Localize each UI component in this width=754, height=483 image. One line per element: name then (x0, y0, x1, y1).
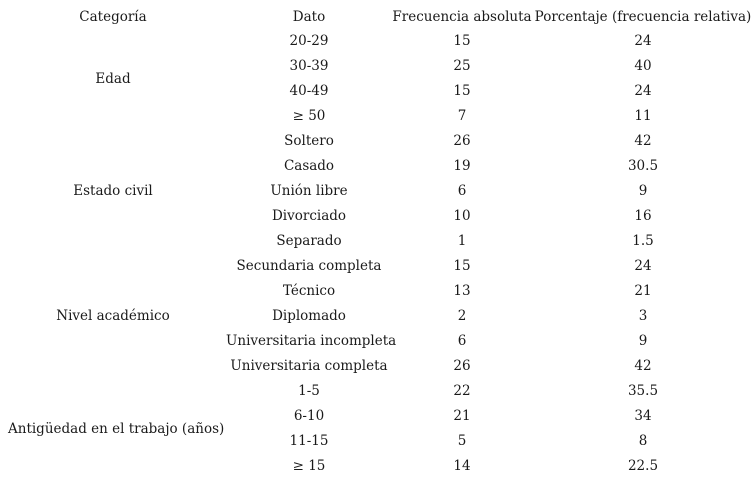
absolute-frequency-cell: 7 (457, 108, 467, 124)
relative-frequency-cell: 35.5 (627, 383, 659, 399)
absolute-frequency-cell: 6 (457, 183, 467, 199)
absolute-frequency-cell: 13 (453, 283, 471, 299)
category-cell: Nivel académico (56, 308, 170, 324)
relative-frequency-cell: 42 (634, 358, 652, 374)
relative-frequency-cell: 30.5 (627, 158, 659, 174)
data-cell: 6-10 (293, 408, 325, 424)
data-cell: ≥ 50 (292, 108, 326, 124)
data-cell: Separado (276, 233, 342, 249)
relative-frequency-cell: 24 (634, 33, 652, 49)
data-cell: 11-15 (289, 433, 329, 449)
absolute-frequency-cell: 26 (453, 358, 471, 374)
data-cell: Unión libre (270, 183, 348, 199)
table-body (0, 29, 754, 479)
absolute-frequency-cell: 15 (453, 33, 471, 49)
relative-frequency-cell: 24 (634, 83, 652, 99)
data-cell: Secundaria completa (236, 258, 382, 274)
relative-frequency-cell: 3 (638, 308, 648, 324)
data-cell: 30-39 (289, 58, 329, 74)
frequency-table (0, 5, 754, 479)
category-cell: Antigüedad en el trabajo (años) (8, 420, 225, 437)
data-cell: 1-5 (298, 383, 320, 399)
data-cell: ≥ 15 (292, 458, 326, 474)
relative-frequency-cell: 1.5 (632, 233, 654, 249)
absolute-frequency-cell: 26 (453, 133, 471, 149)
table-row (0, 129, 754, 154)
relative-frequency-cell: 34 (634, 408, 652, 424)
header-row (0, 5, 754, 29)
data-cell: Universitaria completa (230, 358, 388, 374)
table-row (0, 379, 754, 404)
relative-frequency-cell: 22.5 (627, 458, 659, 474)
relative-frequency-cell: 8 (638, 433, 648, 449)
absolute-frequency-cell: 6 (457, 333, 467, 349)
header-data: Dato (292, 9, 326, 25)
absolute-frequency-cell: 21 (453, 408, 471, 424)
data-cell: Divorciado (271, 208, 347, 224)
data-cell: 20-29 (289, 33, 329, 49)
header-category: Categoría (79, 9, 147, 25)
data-cell: Soltero (284, 133, 334, 149)
header-absolute-frequency: Frecuencia absoluta (392, 9, 532, 25)
absolute-frequency-cell: 15 (453, 258, 471, 274)
relative-frequency-cell: 9 (638, 183, 648, 199)
absolute-frequency-cell: 19 (453, 158, 471, 174)
table-row (0, 29, 754, 54)
relative-frequency-cell: 40 (634, 58, 652, 74)
data-cell: Universitaria incompleta (226, 333, 397, 349)
header-relative-frequency: Porcentaje (frecuencia relativa) (534, 9, 752, 25)
data-cell: Casado (283, 158, 335, 174)
category-cell: Estado civil (73, 183, 153, 199)
relative-frequency-cell: 9 (638, 333, 648, 349)
absolute-frequency-cell: 5 (457, 433, 467, 449)
absolute-frequency-cell: 1 (457, 233, 467, 249)
absolute-frequency-cell: 15 (453, 83, 471, 99)
relative-frequency-cell: 21 (634, 283, 652, 299)
absolute-frequency-cell: 10 (453, 208, 471, 224)
absolute-frequency-cell: 14 (453, 458, 471, 474)
relative-frequency-cell: 24 (634, 258, 652, 274)
relative-frequency-cell: 16 (634, 208, 652, 224)
relative-frequency-cell: 11 (634, 108, 652, 124)
absolute-frequency-cell: 25 (453, 58, 471, 74)
data-cell: 40-49 (289, 83, 329, 99)
data-cell: Diplomado (272, 308, 346, 324)
absolute-frequency-cell: 2 (457, 308, 467, 324)
category-cell: Edad (95, 70, 131, 87)
data-cell: Técnico (282, 283, 336, 299)
relative-frequency-cell: 42 (634, 133, 652, 149)
table-row (0, 254, 754, 279)
absolute-frequency-cell: 22 (453, 383, 471, 399)
